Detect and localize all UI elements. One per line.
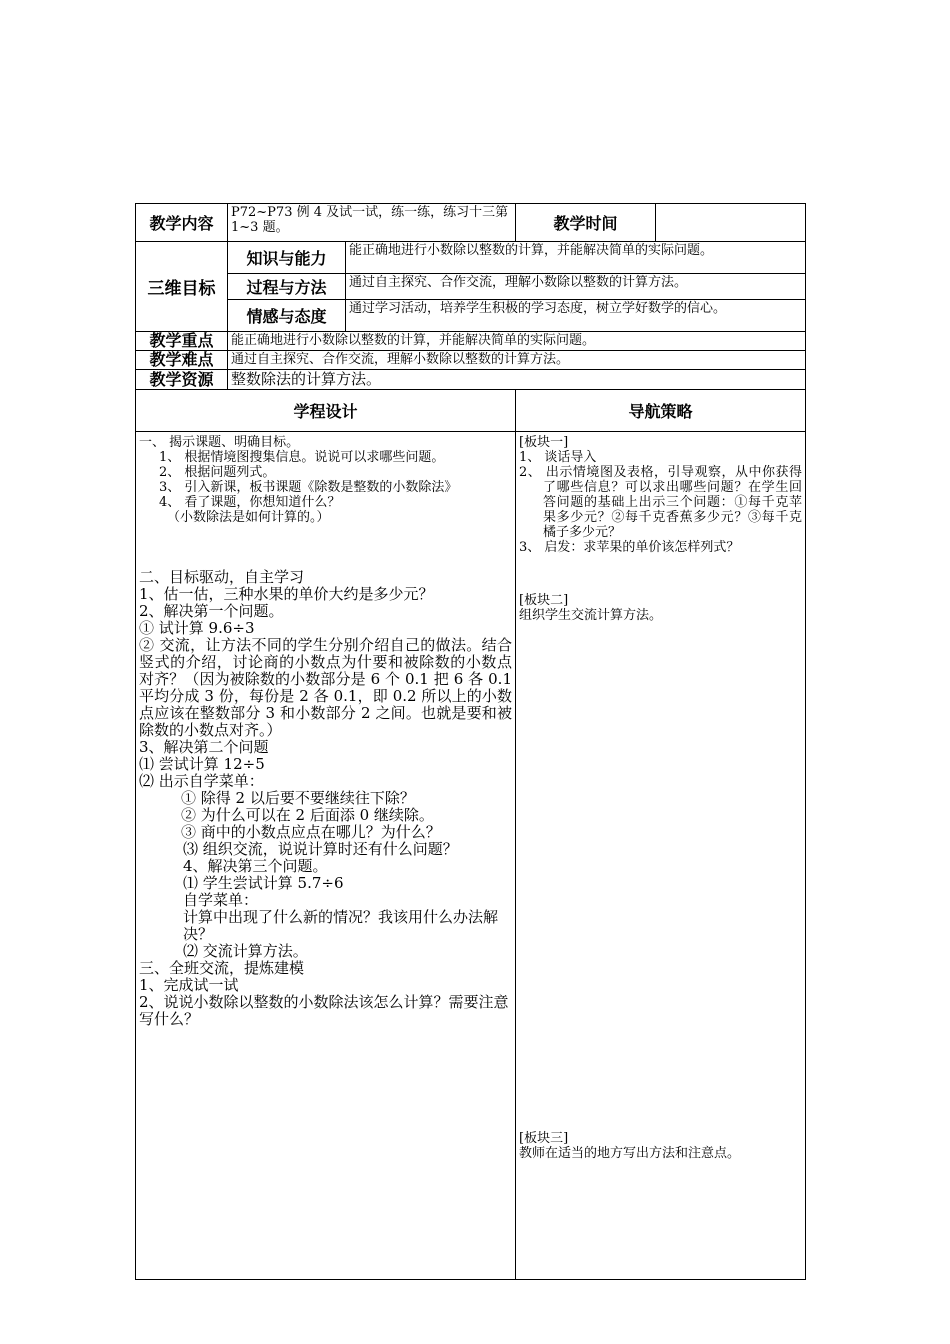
- s1-item-4: 4、 看了课题，你想知道什么？: [159, 495, 341, 510]
- s2-line-1: 1、估一估，三种水果的单价大约是多少元？: [139, 585, 434, 603]
- left-column-header: 学程设计: [136, 390, 516, 432]
- column-header-row: [136, 390, 806, 432]
- s1-title: 一、 揭示课题、明确目标。: [139, 435, 300, 450]
- s2-more-6: ⑵ 交流计算方法。: [183, 942, 308, 960]
- s2-line-3: ① 试计算 9.6÷3: [139, 619, 255, 637]
- right-column-header: 导航策略: [516, 390, 806, 432]
- s1-item-3: 3、 引入新课，板书课题《除数是整数的小数除法》: [159, 480, 458, 495]
- s2-line-7: ⑵ 出示自学菜单：: [139, 772, 264, 790]
- content-label: 教学内容: [136, 204, 228, 242]
- difficulty-row: [136, 351, 806, 370]
- block3-label: [板块三]: [519, 1131, 569, 1146]
- block1-line-2: 2、 出示情境图及表格，引导观察，从中你获得了哪些信息？可以求出哪些问题？在学生回答问题的基础上出示三个问题：①每千克苹果多少元？②每千克香蕉多少元？③每千克橘子多少元？: [519, 465, 803, 540]
- objective-row-2: [136, 274, 806, 300]
- objective-text-1: 能正确地进行小数除以整数的计算，并能解决简单的实际问题。: [346, 242, 806, 274]
- s2-more-1: ⑶ 组织交流，说说计算时还有什么问题？: [183, 840, 458, 858]
- content-value: P72~P73 例 4 及试一试，练一练，练习十三第 1~3 题。: [228, 204, 516, 242]
- s1-item-1: 1、 根据情境图搜集信息。说说可以求哪些问题。: [159, 450, 445, 465]
- content-row: [136, 204, 806, 242]
- objective-row-3: [136, 300, 806, 332]
- s2-title: 二、目标驱动，自主学习: [139, 568, 305, 586]
- block1-label: [板块一]: [519, 435, 569, 450]
- time-value: [656, 204, 806, 242]
- key-point-text: 能正确地进行小数除以整数的计算，并能解决简单的实际问题。: [228, 332, 806, 351]
- difficulty-label: 教学难点: [136, 351, 228, 370]
- s2-menu-3: ③ 商中的小数点应点在哪儿？为什么？: [181, 823, 441, 841]
- block2-label: [板块二]: [519, 593, 569, 608]
- s2-more-5: 计算中出现了什么新的情况？我该用什么办法解决？: [183, 908, 499, 943]
- resources-label: 教学资源: [136, 370, 228, 390]
- left-column-body: [136, 432, 516, 1280]
- objective-text-3: 通过学习活动，培养学生积极的学习态度，树立学好数学的信心。: [346, 300, 806, 332]
- s2-more-3: ⑴ 学生尝试计算 5.7÷6: [183, 874, 344, 892]
- block3-text: 教师在适当的地方写出方法和注意点。: [519, 1146, 741, 1161]
- key-point-label: 教学重点: [136, 332, 228, 351]
- s2-line-2: 2、解决第一个问题。: [139, 602, 284, 620]
- objective-text-2: 通过自主探究、合作交流，理解小数除以整数的计算方法。: [346, 274, 806, 300]
- right-column-body: [516, 432, 806, 1280]
- block1-line-1: 1、 谈话导入: [519, 450, 597, 465]
- difficulty-text: 通过自主探究、合作交流，理解小数除以整数的计算方法。: [228, 351, 806, 370]
- s2-more-4: 自学菜单：: [183, 891, 259, 909]
- objective-label-2: 过程与方法: [228, 274, 346, 300]
- lesson-plan-sheet: [135, 203, 805, 1280]
- objective-label-3: 情感与态度: [228, 300, 346, 332]
- s2-menu-1: ① 除得 2 以后要不要继续往下除？: [181, 789, 415, 807]
- s2-menu-2: ② 为什么可以在 2 后面添 0 继续除。: [181, 806, 434, 824]
- s1-note: （小数除法是如何计算的。）: [167, 510, 330, 525]
- objective-row-1: [136, 242, 806, 274]
- key-point-row: [136, 332, 806, 351]
- s2-line-5: 3、解决第二个问题: [139, 738, 269, 756]
- s3-title: 三、全班交流，提炼建模: [139, 959, 305, 977]
- resources-text: 整数除法的计算方法。: [228, 370, 806, 390]
- s2-line-4: ② 交流，让方法不同的学生分别介绍自己的做法。结合竖式的介绍，讨论商的小数点为什要和被除数的小数点对齐？（因为被除数的小数部分是 6 个 0.1 把 6 各 0.1 平均分成 3 份，每份是 2 各 0.1，即 0.2 所以上的小数点应该在整数部分 3 和小数部分 2 之间。也就是要和被除数的小数点对齐。）: [139, 636, 512, 739]
- s3-line-1: 1、完成试一试: [139, 976, 239, 994]
- block2-text: 组织学生交流计算方法。: [519, 608, 663, 623]
- s3-line-2: 2、说说小数除以整数的小数除法该怎么计算？需要注意写什么？: [139, 993, 509, 1028]
- objective-label-1: 知识与能力: [228, 242, 346, 274]
- body-row: [136, 432, 806, 1280]
- s1-item-2: 2、 根据问题列式。: [159, 465, 276, 480]
- objectives-label: 三维目标: [136, 242, 228, 332]
- lesson-plan-table: [135, 203, 806, 1280]
- resources-row: [136, 370, 806, 390]
- time-label: 教学时间: [516, 204, 656, 242]
- block1-line-3: 3、 启发：求苹果的单价该怎样列式？: [519, 540, 740, 555]
- s2-more-2: 4、解决第三个问题。: [183, 857, 328, 875]
- s2-line-6: ⑴ 尝试计算 12÷5: [139, 755, 265, 773]
